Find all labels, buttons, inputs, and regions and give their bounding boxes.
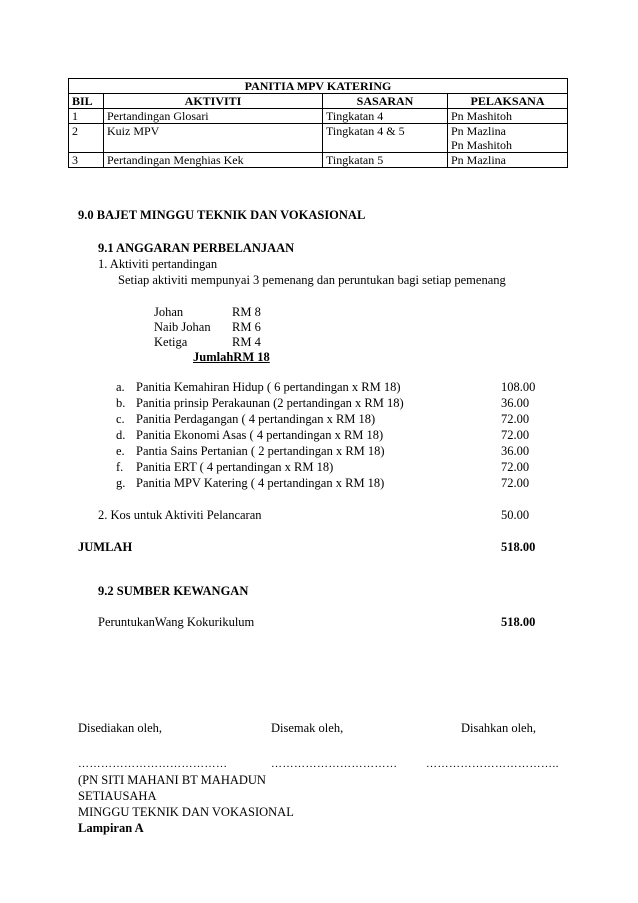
item-2-amount: 50.00: [501, 508, 530, 522]
table-row: [69, 109, 568, 124]
list-letter: e.: [116, 444, 125, 458]
list-letter: g.: [116, 476, 126, 490]
list-letter: c.: [116, 412, 125, 426]
total-label: JUMLAH: [78, 540, 133, 554]
committee-table: [68, 78, 568, 168]
list-amount: 72.00: [501, 412, 530, 426]
signature-line-prepared: …………………………………: [78, 758, 228, 770]
table-row: [69, 153, 568, 168]
signature-line-approved: ……………………………..: [426, 758, 559, 770]
list-letter: d.: [116, 428, 126, 442]
item-2-label: 2. Kos untuk Aktiviti Pelancaran: [98, 508, 262, 522]
table-title: PANITIA MPV KATERING: [69, 79, 568, 94]
prize-total: JumlahRM 18: [193, 350, 270, 364]
source-amount: 518.00: [501, 615, 536, 629]
table-title-row: [69, 79, 568, 94]
subsection-heading-9-1: 9.1 ANGGARAN PERBELANJAAN: [98, 241, 295, 255]
list-text: Panitia MPV Katering ( 4 pertandingan x RM 18): [136, 476, 385, 490]
list-amount: 36.00: [501, 396, 530, 410]
signatory-organization: MINGGU TEKNIK DAN VOKASIONAL: [78, 805, 294, 819]
list-letter: b.: [116, 396, 126, 410]
cell-bil: 3: [69, 153, 104, 168]
pelaksana-name: Pn Mazlina: [451, 124, 506, 138]
prepared-by-label: Disediakan oleh,: [78, 721, 163, 735]
pelaksana-name: Pn Mashitoh: [451, 138, 513, 152]
list-item: [0, 395, 638, 411]
signatory-name: (PN SITI MAHANI BT MAHADUN: [78, 773, 266, 787]
list-letter: f.: [116, 460, 124, 474]
cell-aktiviti: Pertandingan Menghias Kek: [104, 153, 323, 168]
prize-label: Johan: [154, 305, 184, 319]
approved-by-label: Disahkan oleh,: [461, 721, 536, 735]
list-text: Panitia Ekonomi Asas ( 4 pertandingan x RM 18): [136, 428, 384, 442]
prize-amount: RM 6: [232, 320, 261, 334]
source-label: PeruntukanWang Kokurikulum: [98, 615, 255, 629]
pelaksana-name: Pn Mazlina: [451, 153, 506, 167]
section-heading: 9.0 BAJET MINGGU TEKNIK DAN VOKASIONAL: [78, 208, 366, 222]
appendix-label: Lampiran A: [78, 821, 144, 835]
list-text: Panitia Kemahiran Hidup ( 6 pertandingan x RM 18): [136, 380, 401, 394]
list-item: [0, 459, 638, 475]
subsection-heading-9-2: 9.2 SUMBER KEWANGAN: [98, 584, 249, 598]
list-amount: 72.00: [501, 428, 530, 442]
list-item: [0, 475, 638, 491]
list-amount: 108.00: [501, 380, 536, 394]
cell-pelaksana: [448, 153, 568, 168]
prize-label: Ketiga: [154, 335, 188, 349]
signatory-role: SETIAUSAHA: [78, 789, 157, 803]
cell-bil: 1: [69, 109, 104, 124]
prize-label: Naib Johan: [154, 320, 211, 334]
list-text: Panitia ERT ( 4 pertandingan x RM 18): [136, 460, 334, 474]
header-aktiviti: AKTIVITI: [104, 94, 323, 109]
cell-sasaran: Tingkatan 4: [323, 109, 448, 124]
prize-amount: RM 8: [232, 305, 261, 319]
list-item: [0, 427, 638, 443]
list-amount: 36.00: [501, 444, 530, 458]
header-pelaksana: PELAKSANA: [448, 94, 568, 109]
list-item: [0, 443, 638, 459]
list-amount: 72.00: [501, 476, 530, 490]
table-row: [69, 124, 568, 153]
cell-bil: 2: [69, 124, 104, 153]
list-text: Panitia prinsip Perakaunan (2 pertandingan x RM 18): [136, 396, 404, 410]
list-text: Pantia Sains Pertanian ( 2 pertandingan x RM 18): [136, 444, 385, 458]
list-amount: 72.00: [501, 460, 530, 474]
cell-sasaran: Tingkatan 4 & 5: [323, 124, 448, 153]
cell-aktiviti: Kuiz MPV: [104, 124, 323, 153]
prize-amount: RM 4: [232, 335, 261, 349]
header-sasaran: SASARAN: [323, 94, 448, 109]
table-header-row: [69, 94, 568, 109]
cell-pelaksana: [448, 109, 568, 124]
pelaksana-name: Pn Mashitoh: [451, 109, 513, 123]
list-item: [0, 379, 638, 395]
list-text: Panitia Perdagangan ( 4 pertandingan x RM 18): [136, 412, 376, 426]
cell-pelaksana: [448, 124, 568, 153]
signature-line-checked: ……………………………: [271, 758, 398, 770]
cell-aktiviti: Pertandingan Glosari: [104, 109, 323, 124]
list-letter: a.: [116, 380, 125, 394]
item-1-label: 1. Aktiviti pertandingan: [98, 257, 218, 271]
header-bil: BIL: [69, 94, 104, 109]
item-1-description: Setiap aktiviti mempunyai 3 pemenang dan peruntukan bagi setiap pemenang: [118, 273, 506, 287]
list-item: [0, 411, 638, 427]
total-amount: 518.00: [501, 540, 536, 554]
checked-by-label: Disemak oleh,: [271, 721, 344, 735]
cell-sasaran: Tingkatan 5: [323, 153, 448, 168]
